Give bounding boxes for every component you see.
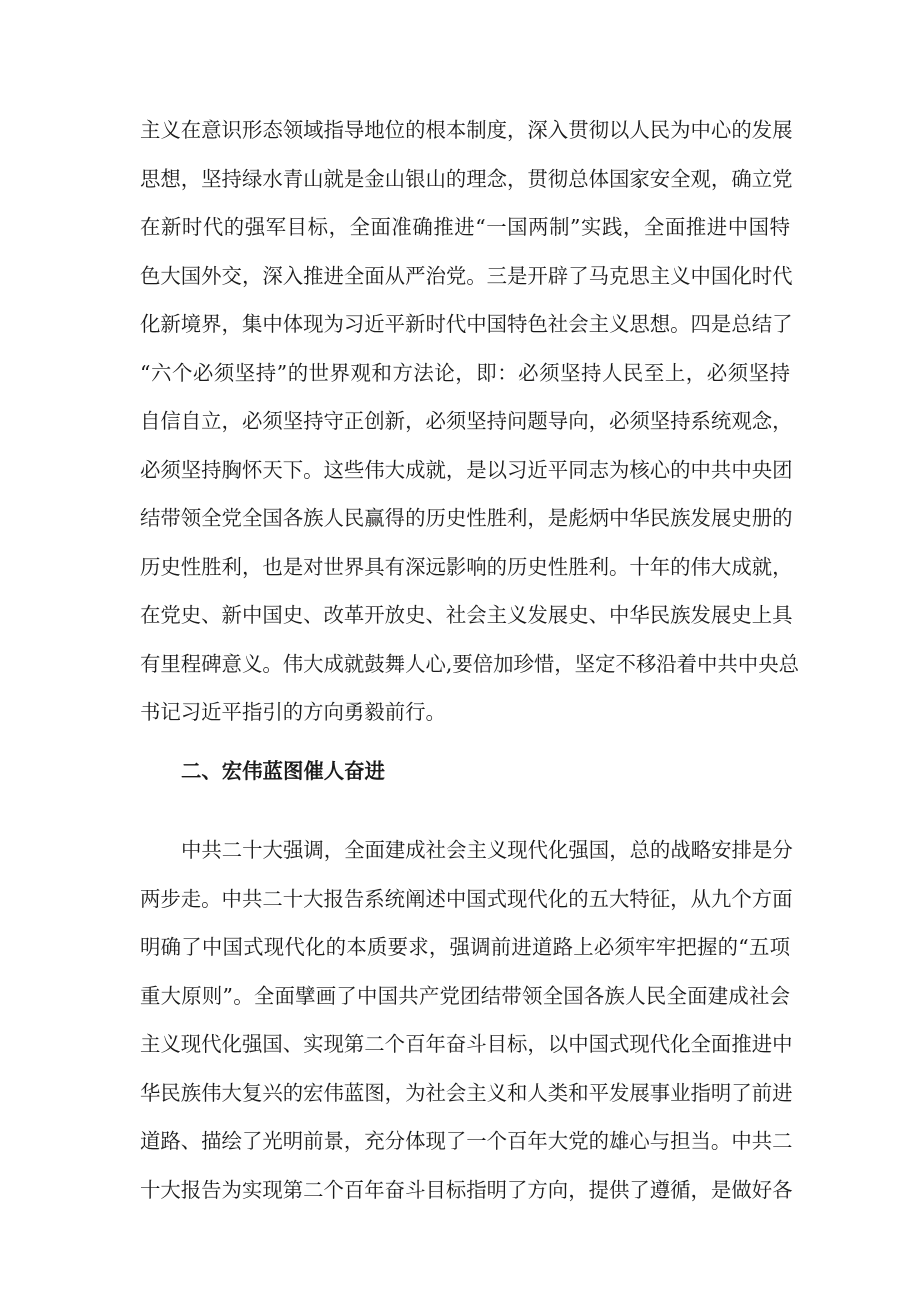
text-line: 历史性胜利，也是对世界具有深远影响的历史性胜利。十年的伟大成就， — [140, 554, 793, 579]
text-line: 化新境界，集中体现为习近平新时代中国特色社会主义思想。四是总结了 — [140, 312, 793, 336]
text-line: 两步走。中共二十大报告系统阐述中国式现代化的五大特征，从九个方面 — [140, 886, 793, 911]
text-line: 十大报告为实现第二个百年奋斗目标指明了方向，提供了遵循，是做好各 — [140, 1177, 793, 1202]
text-line: 中共二十大强调，全面建成社会主义现代化强国，总的战略安排是分 — [181, 838, 793, 862]
text-line: 结带领全党全国各族人民赢得的历史性胜利，是彪炳中华民族发展史册的 — [140, 506, 793, 530]
text-line: 主义在意识形态领域指导地位的根本制度，深入贯彻以人民为中心的发展 — [140, 118, 793, 142]
text-line: 必须坚持胸怀天下。这些伟大成就，是以习近平同志为核心的中共中央团 — [140, 457, 793, 482]
text-line: 色大国外交，深入推进全面从严治党。三是开辟了马克思主义中国化时代 — [140, 263, 793, 288]
text-line: 在新时代的强军目标，全面准确推进“一国两制”实践，全面推进中国特 — [140, 215, 790, 239]
text-line: 思想，坚持绿水青山就是金山银山的理念，贯彻总体国家安全观，确立党 — [140, 166, 793, 191]
text-line: 重大原则”。全面擘画了中国共产党团结带领全国各族人民全面建成社会 — [140, 983, 790, 1008]
text-line: 道路、描绘了光明前景，充分体现了一个百年大党的雄心与担当。中共二 — [140, 1129, 793, 1153]
text-line: 主义现代化强国、实现第二个百年奋斗目标，以中国式现代化全面推进中 — [140, 1032, 793, 1056]
text-line: 有里程碑意义。伟大成就鼓舞人心,要倍加珍惜，坚定不移沿着中共中央总 — [140, 651, 799, 676]
text-line: 华民族伟大复兴的宏伟蓝图，为社会主义和人类和平发展事业指明了前进 — [140, 1080, 793, 1105]
section-heading: 二、宏伟蓝图催人奋进 — [181, 759, 385, 783]
paragraph-blueprint — [140, 826, 793, 1214]
text-line: “六个必须坚持”的世界观和方法论，即：必须坚持人民至上，必须坚持 — [140, 360, 790, 385]
paragraph-achievements — [140, 106, 799, 737]
text-line: 自信自立，必须坚持守正创新，必须坚持问题导向，必须坚持系统观念， — [140, 409, 793, 433]
text-line: 书记习近平指引的方向勇毅前行。 — [140, 700, 446, 724]
text-line: 在党史、新中国史、改革开放史、社会主义发展史、中华民族发展史上具 — [140, 603, 793, 627]
text-line: 明确了中国式现代化的本质要求，强调前进道路上必须牢牢把握的“五项 — [140, 935, 790, 959]
